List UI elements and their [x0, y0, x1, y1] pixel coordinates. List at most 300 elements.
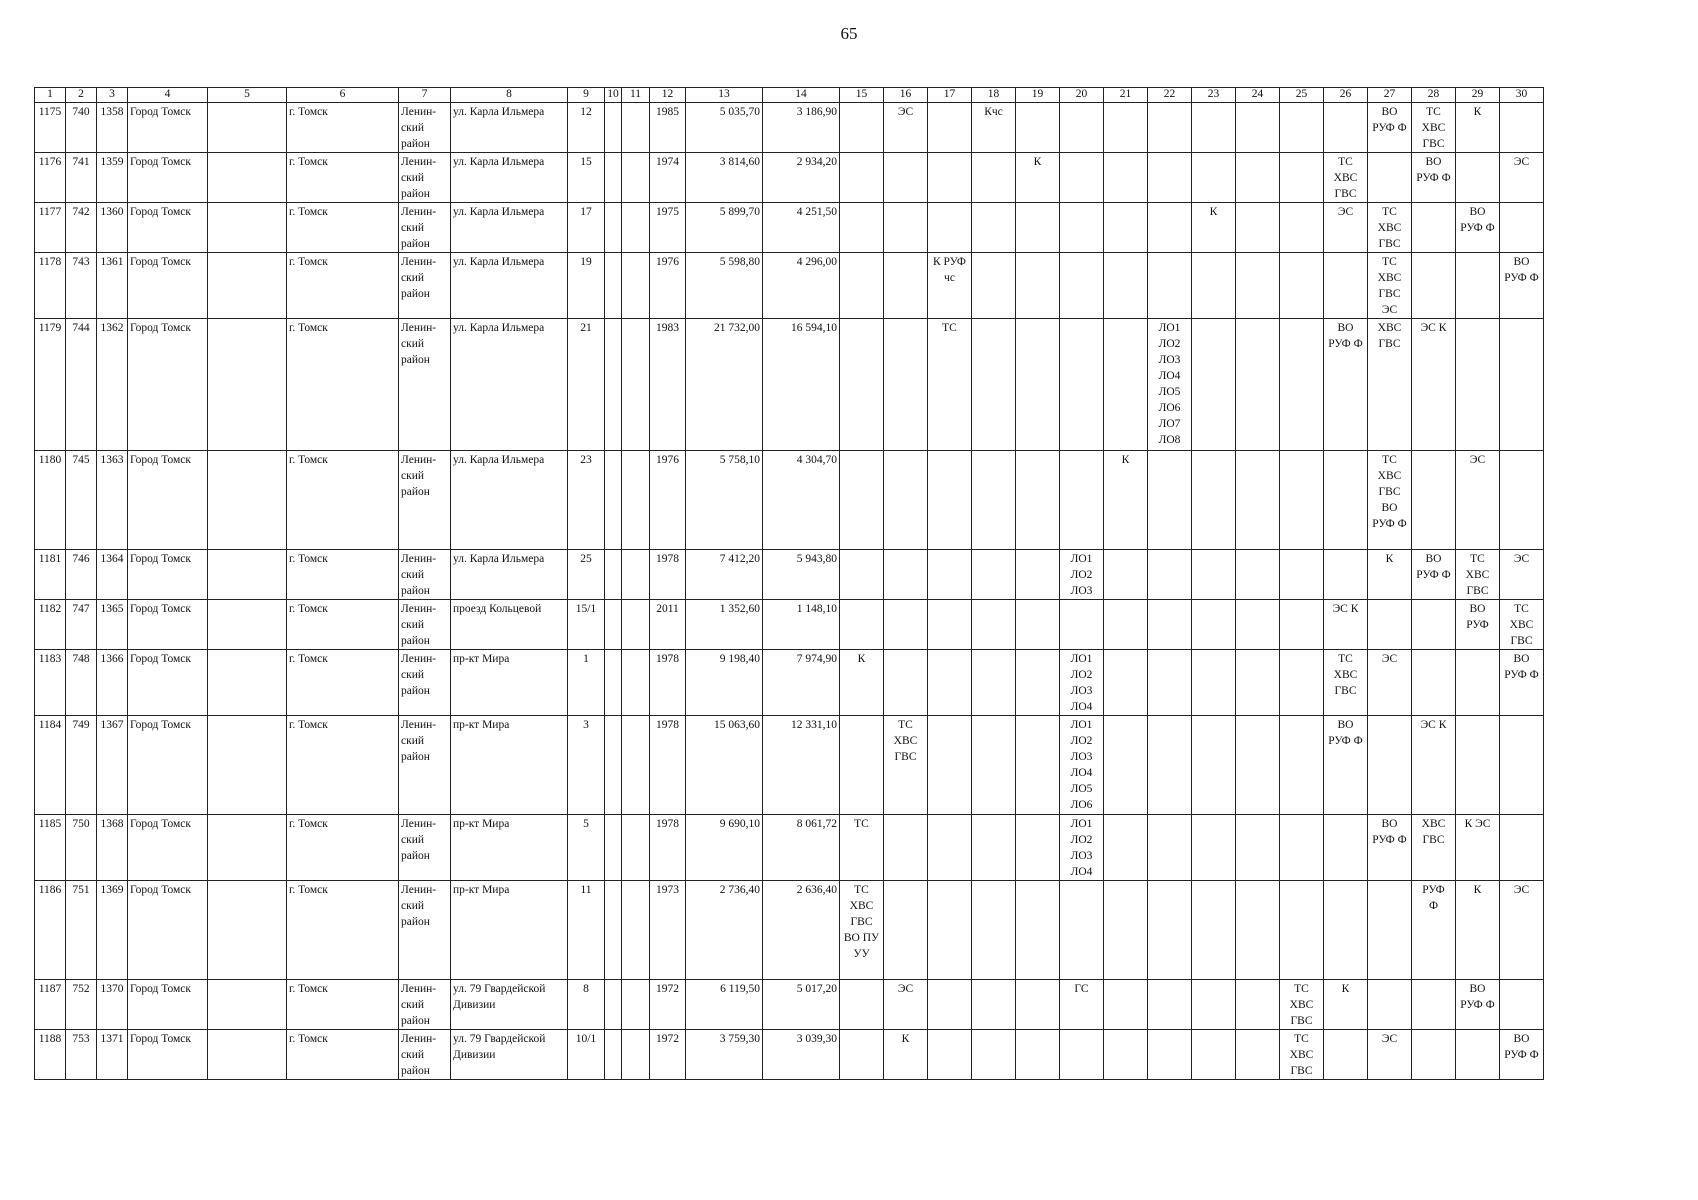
cell-house-number: 25	[568, 550, 605, 600]
cell-col-27	[1368, 600, 1412, 650]
cell-district: Ленин- ский район	[399, 1030, 451, 1080]
cell-col-26: ТС ХВС ГВС	[1324, 153, 1368, 203]
cell-col-17	[928, 815, 972, 881]
cell-col-15	[840, 319, 884, 451]
column-header-5: 5	[208, 88, 287, 103]
cell-district: Ленин- ский район	[399, 600, 451, 650]
cell-col-21	[1104, 716, 1148, 815]
column-header-27: 27	[1368, 88, 1412, 103]
column-header-25: 25	[1280, 88, 1324, 103]
cell-living-area: 4 251,50	[763, 203, 840, 253]
column-header-1: 1	[35, 88, 66, 103]
cell-col-23	[1192, 451, 1236, 550]
cell-col-20: ЛО1 ЛО2 ЛО3	[1060, 550, 1104, 600]
cell-col-11	[622, 253, 650, 319]
cell-col-25	[1280, 881, 1324, 980]
cell-col-25	[1280, 253, 1324, 319]
cell-col-30	[1500, 815, 1544, 881]
cell-index-3: 1360	[97, 203, 128, 253]
cell-col-25	[1280, 319, 1324, 451]
cell-living-area: 5 017,20	[763, 980, 840, 1030]
column-header-22: 22	[1148, 88, 1192, 103]
cell-col-29: ЭС	[1456, 451, 1500, 550]
cell-col-27: ТС ХВС ГВС ВО РУФ Ф	[1368, 451, 1412, 550]
cell-col-29	[1456, 153, 1500, 203]
cell-index-3: 1365	[97, 600, 128, 650]
cell-col-21	[1104, 203, 1148, 253]
cell-street: ул. 79 Гвардейской Дивизии	[451, 980, 568, 1030]
cell-index-2: 752	[66, 980, 97, 1030]
cell-col-30: ВО РУФ Ф	[1500, 650, 1544, 716]
cell-col-30: ВО РУФ Ф	[1500, 1030, 1544, 1080]
cell-col-15	[840, 550, 884, 600]
cell-col-19	[1016, 716, 1060, 815]
cell-total-area: 5 758,10	[686, 451, 763, 550]
cell-row-number: 1175	[35, 103, 66, 153]
cell-col-21	[1104, 550, 1148, 600]
cell-col-17	[928, 650, 972, 716]
column-header-6: 6	[287, 88, 399, 103]
cell-col-5	[208, 881, 287, 980]
cell-col-25	[1280, 451, 1324, 550]
cell-total-area: 9 690,10	[686, 815, 763, 881]
cell-col-19	[1016, 600, 1060, 650]
cell-col-5	[208, 319, 287, 451]
column-header-26: 26	[1324, 88, 1368, 103]
cell-col-17	[928, 716, 972, 815]
cell-col-21	[1104, 815, 1148, 881]
cell-year-built: 1985	[650, 103, 686, 153]
cell-col-16	[884, 203, 928, 253]
cell-col-19	[1016, 1030, 1060, 1080]
column-header-20: 20	[1060, 88, 1104, 103]
table-row	[35, 815, 1544, 881]
cell-year-built: 1978	[650, 650, 686, 716]
cell-col-22	[1148, 1030, 1192, 1080]
cell-locality: Город Томск	[128, 253, 208, 319]
cell-index-2: 748	[66, 650, 97, 716]
column-header-16: 16	[884, 88, 928, 103]
cell-col-22: ЛО1 ЛО2 ЛО3 ЛО4 ЛО5 ЛО6 ЛО7 ЛО8	[1148, 319, 1192, 451]
cell-street: ул. Карла Ильмера	[451, 550, 568, 600]
column-header-10: 10	[605, 88, 622, 103]
cell-col-5	[208, 1030, 287, 1080]
column-header-19: 19	[1016, 88, 1060, 103]
cell-col-26: ВО РУФ Ф	[1324, 716, 1368, 815]
cell-living-area: 5 943,80	[763, 550, 840, 600]
cell-col-30	[1500, 980, 1544, 1030]
cell-col-25	[1280, 815, 1324, 881]
cell-year-built: 1974	[650, 153, 686, 203]
cell-col-24	[1236, 203, 1280, 253]
cell-col-27: К	[1368, 550, 1412, 600]
cell-locality: Город Томск	[128, 103, 208, 153]
cell-col-30	[1500, 451, 1544, 550]
cell-col-16	[884, 253, 928, 319]
cell-col-29: К ЭС	[1456, 815, 1500, 881]
cell-row-number: 1181	[35, 550, 66, 600]
cell-district: Ленин- ский район	[399, 253, 451, 319]
column-header-18: 18	[972, 88, 1016, 103]
table-row	[35, 103, 1544, 153]
cell-row-number: 1180	[35, 451, 66, 550]
cell-house-number: 12	[568, 103, 605, 153]
cell-col-10	[605, 1030, 622, 1080]
cell-col-26	[1324, 550, 1368, 600]
cell-district: Ленин- ский район	[399, 103, 451, 153]
cell-row-number: 1186	[35, 881, 66, 980]
cell-col-24	[1236, 1030, 1280, 1080]
cell-col-20	[1060, 881, 1104, 980]
cell-col-28	[1412, 650, 1456, 716]
cell-district: Ленин- ский район	[399, 881, 451, 980]
table-row	[35, 451, 1544, 550]
cell-col-29: К	[1456, 103, 1500, 153]
cell-col-23	[1192, 319, 1236, 451]
cell-city: г. Томск	[287, 319, 399, 451]
cell-year-built: 1973	[650, 881, 686, 980]
cell-col-24	[1236, 600, 1280, 650]
cell-col-17	[928, 103, 972, 153]
cell-house-number: 5	[568, 815, 605, 881]
cell-col-16	[884, 451, 928, 550]
cell-street: ул. Карла Ильмера	[451, 451, 568, 550]
cell-col-16: ЭС	[884, 980, 928, 1030]
cell-col-28: ВО РУФ Ф	[1412, 550, 1456, 600]
cell-col-22	[1148, 716, 1192, 815]
cell-col-22	[1148, 451, 1192, 550]
cell-row-number: 1183	[35, 650, 66, 716]
column-header-7: 7	[399, 88, 451, 103]
cell-col-22	[1148, 550, 1192, 600]
cell-col-24	[1236, 253, 1280, 319]
cell-row-number: 1177	[35, 203, 66, 253]
cell-col-28	[1412, 600, 1456, 650]
cell-index-3: 1358	[97, 103, 128, 153]
table-row	[35, 881, 1544, 980]
cell-city: г. Томск	[287, 153, 399, 203]
cell-col-17	[928, 203, 972, 253]
cell-col-22	[1148, 650, 1192, 716]
cell-total-area: 2 736,40	[686, 881, 763, 980]
cell-col-25: ТС ХВС ГВС	[1280, 1030, 1324, 1080]
cell-col-5	[208, 716, 287, 815]
cell-col-20: ЛО1 ЛО2 ЛО3 ЛО4	[1060, 815, 1104, 881]
cell-index-2: 745	[66, 451, 97, 550]
cell-living-area: 4 296,00	[763, 253, 840, 319]
cell-col-26	[1324, 451, 1368, 550]
cell-col-21	[1104, 153, 1148, 203]
cell-col-17	[928, 550, 972, 600]
cell-col-10	[605, 980, 622, 1030]
cell-col-10	[605, 203, 622, 253]
cell-house-number: 3	[568, 716, 605, 815]
cell-col-10	[605, 253, 622, 319]
table-row	[35, 980, 1544, 1030]
cell-col-28	[1412, 1030, 1456, 1080]
cell-col-10	[605, 550, 622, 600]
cell-col-10	[605, 881, 622, 980]
cell-col-11	[622, 319, 650, 451]
cell-col-15	[840, 253, 884, 319]
cell-locality: Город Томск	[128, 650, 208, 716]
cell-col-17: ТС	[928, 319, 972, 451]
cell-house-number: 10/1	[568, 1030, 605, 1080]
cell-col-10	[605, 319, 622, 451]
cell-col-18	[972, 881, 1016, 980]
cell-index-2: 741	[66, 153, 97, 203]
cell-district: Ленин- ский район	[399, 650, 451, 716]
cell-col-27: ВО РУФ Ф	[1368, 815, 1412, 881]
cell-district: Ленин- ский район	[399, 451, 451, 550]
cell-col-10	[605, 451, 622, 550]
cell-col-16	[884, 319, 928, 451]
cell-col-11	[622, 881, 650, 980]
cell-living-area: 2 636,40	[763, 881, 840, 980]
cell-col-18	[972, 203, 1016, 253]
cell-col-21	[1104, 1030, 1148, 1080]
cell-col-5	[208, 550, 287, 600]
cell-city: г. Томск	[287, 451, 399, 550]
cell-index-2: 742	[66, 203, 97, 253]
cell-total-area: 5 035,70	[686, 103, 763, 153]
cell-col-28	[1412, 203, 1456, 253]
column-header-28: 28	[1412, 88, 1456, 103]
cell-col-15: ТС ХВС ГВС ВО ПУ УУ	[840, 881, 884, 980]
cell-index-2: 751	[66, 881, 97, 980]
cell-index-3: 1366	[97, 650, 128, 716]
cell-col-18	[972, 980, 1016, 1030]
cell-col-23: К	[1192, 203, 1236, 253]
cell-col-19	[1016, 815, 1060, 881]
cell-col-28: ЭС К	[1412, 716, 1456, 815]
cell-street: ул. Карла Ильмера	[451, 103, 568, 153]
cell-year-built: 1972	[650, 1030, 686, 1080]
cell-col-15	[840, 600, 884, 650]
cell-col-20	[1060, 153, 1104, 203]
cell-city: г. Томск	[287, 203, 399, 253]
cell-col-19	[1016, 451, 1060, 550]
column-header-12: 12	[650, 88, 686, 103]
cell-col-27: ВО РУФ Ф	[1368, 103, 1412, 153]
cell-col-11	[622, 103, 650, 153]
cell-col-5	[208, 980, 287, 1030]
cell-col-23	[1192, 1030, 1236, 1080]
cell-col-21	[1104, 600, 1148, 650]
cell-col-24	[1236, 103, 1280, 153]
cell-house-number: 21	[568, 319, 605, 451]
cell-col-25	[1280, 550, 1324, 600]
cell-col-11	[622, 550, 650, 600]
column-header-24: 24	[1236, 88, 1280, 103]
cell-street: ул. Карла Ильмера	[451, 253, 568, 319]
cell-living-area: 2 934,20	[763, 153, 840, 203]
cell-col-26: ЭС	[1324, 203, 1368, 253]
cell-col-30: ВО РУФ Ф	[1500, 253, 1544, 319]
cell-locality: Город Томск	[128, 600, 208, 650]
cell-col-20	[1060, 1030, 1104, 1080]
cell-house-number: 11	[568, 881, 605, 980]
cell-col-17	[928, 980, 972, 1030]
cell-city: г. Томск	[287, 881, 399, 980]
column-header-17: 17	[928, 88, 972, 103]
cell-locality: Город Томск	[128, 319, 208, 451]
column-header-21: 21	[1104, 88, 1148, 103]
cell-col-20: ЛО1 ЛО2 ЛО3 ЛО4	[1060, 650, 1104, 716]
cell-col-28: РУФ Ф	[1412, 881, 1456, 980]
cell-row-number: 1184	[35, 716, 66, 815]
cell-col-15	[840, 1030, 884, 1080]
buildings-table	[34, 87, 1544, 1080]
cell-total-area: 3 814,60	[686, 153, 763, 203]
column-header-30: 30	[1500, 88, 1544, 103]
cell-year-built: 1976	[650, 451, 686, 550]
cell-total-area: 21 732,00	[686, 319, 763, 451]
cell-col-18	[972, 600, 1016, 650]
cell-index-3: 1363	[97, 451, 128, 550]
cell-col-18	[972, 1030, 1016, 1080]
cell-col-17	[928, 451, 972, 550]
cell-index-2: 747	[66, 600, 97, 650]
cell-col-27	[1368, 716, 1412, 815]
cell-col-16	[884, 550, 928, 600]
cell-col-15	[840, 716, 884, 815]
cell-col-26: ВО РУФ Ф	[1324, 319, 1368, 451]
cell-col-24	[1236, 980, 1280, 1030]
cell-index-3: 1371	[97, 1030, 128, 1080]
cell-col-25	[1280, 203, 1324, 253]
header-row	[35, 88, 1544, 103]
cell-col-18	[972, 253, 1016, 319]
cell-col-26: ТС ХВС ГВС	[1324, 650, 1368, 716]
cell-row-number: 1187	[35, 980, 66, 1030]
column-header-11: 11	[622, 88, 650, 103]
cell-col-22	[1148, 600, 1192, 650]
cell-col-28	[1412, 980, 1456, 1030]
table-row	[35, 600, 1544, 650]
cell-col-15	[840, 451, 884, 550]
cell-total-area: 15 063,60	[686, 716, 763, 815]
cell-col-16	[884, 600, 928, 650]
cell-col-29	[1456, 1030, 1500, 1080]
cell-house-number: 23	[568, 451, 605, 550]
cell-col-23	[1192, 881, 1236, 980]
cell-col-10	[605, 103, 622, 153]
cell-col-11	[622, 980, 650, 1030]
cell-locality: Город Томск	[128, 153, 208, 203]
cell-total-area: 6 119,50	[686, 980, 763, 1030]
cell-col-23	[1192, 253, 1236, 319]
cell-col-25	[1280, 716, 1324, 815]
cell-row-number: 1188	[35, 1030, 66, 1080]
cell-col-21	[1104, 103, 1148, 153]
cell-col-27	[1368, 881, 1412, 980]
cell-col-17	[928, 600, 972, 650]
cell-col-5	[208, 103, 287, 153]
cell-total-area: 1 352,60	[686, 600, 763, 650]
cell-total-area: 3 759,30	[686, 1030, 763, 1080]
cell-col-20	[1060, 103, 1104, 153]
cell-district: Ленин- ский район	[399, 550, 451, 600]
cell-living-area: 3 039,30	[763, 1030, 840, 1080]
cell-index-2: 744	[66, 319, 97, 451]
cell-col-22	[1148, 253, 1192, 319]
cell-col-24	[1236, 451, 1280, 550]
cell-col-20	[1060, 451, 1104, 550]
cell-year-built: 1978	[650, 550, 686, 600]
cell-locality: Город Томск	[128, 203, 208, 253]
cell-col-25	[1280, 600, 1324, 650]
column-header-13: 13	[686, 88, 763, 103]
cell-col-18	[972, 815, 1016, 881]
cell-col-29	[1456, 716, 1500, 815]
cell-col-21	[1104, 881, 1148, 980]
cell-col-30: ЭС	[1500, 153, 1544, 203]
table-row	[35, 203, 1544, 253]
table-row	[35, 1030, 1544, 1080]
cell-col-25: ТС ХВС ГВС	[1280, 980, 1324, 1030]
cell-house-number: 8	[568, 980, 605, 1030]
cell-col-24	[1236, 550, 1280, 600]
cell-col-25	[1280, 103, 1324, 153]
table-row	[35, 550, 1544, 600]
cell-col-11	[622, 1030, 650, 1080]
cell-living-area: 8 061,72	[763, 815, 840, 881]
cell-index-2: 749	[66, 716, 97, 815]
cell-col-20	[1060, 253, 1104, 319]
cell-col-29: ТС ХВС ГВС	[1456, 550, 1500, 600]
cell-col-22	[1148, 153, 1192, 203]
cell-index-3: 1368	[97, 815, 128, 881]
cell-street: пр-кт Мира	[451, 650, 568, 716]
cell-col-22	[1148, 203, 1192, 253]
cell-district: Ленин- ский район	[399, 203, 451, 253]
cell-col-10	[605, 650, 622, 716]
cell-district: Ленин- ский район	[399, 815, 451, 881]
cell-col-24	[1236, 881, 1280, 980]
cell-row-number: 1182	[35, 600, 66, 650]
cell-col-29: ВО РУФ Ф	[1456, 203, 1500, 253]
cell-col-30	[1500, 716, 1544, 815]
cell-index-3: 1367	[97, 716, 128, 815]
cell-col-16	[884, 650, 928, 716]
cell-col-30: ЭС	[1500, 881, 1544, 980]
cell-col-27	[1368, 980, 1412, 1030]
cell-row-number: 1185	[35, 815, 66, 881]
cell-col-24	[1236, 716, 1280, 815]
cell-col-19	[1016, 650, 1060, 716]
cell-col-26	[1324, 103, 1368, 153]
cell-city: г. Томск	[287, 550, 399, 600]
cell-col-18	[972, 451, 1016, 550]
cell-col-20: ЛО1 ЛО2 ЛО3 ЛО4 ЛО5 ЛО6	[1060, 716, 1104, 815]
cell-total-area: 9 198,40	[686, 650, 763, 716]
cell-index-3: 1362	[97, 319, 128, 451]
column-header-4: 4	[128, 88, 208, 103]
cell-city: г. Томск	[287, 716, 399, 815]
cell-col-23	[1192, 103, 1236, 153]
cell-living-area: 12 331,10	[763, 716, 840, 815]
cell-col-5	[208, 451, 287, 550]
cell-col-17: К РУФ чс	[928, 253, 972, 319]
cell-year-built: 1976	[650, 253, 686, 319]
cell-city: г. Томск	[287, 253, 399, 319]
cell-index-2: 740	[66, 103, 97, 153]
cell-col-21: К	[1104, 451, 1148, 550]
cell-district: Ленин- ский район	[399, 716, 451, 815]
cell-living-area: 3 186,90	[763, 103, 840, 153]
cell-col-24	[1236, 815, 1280, 881]
